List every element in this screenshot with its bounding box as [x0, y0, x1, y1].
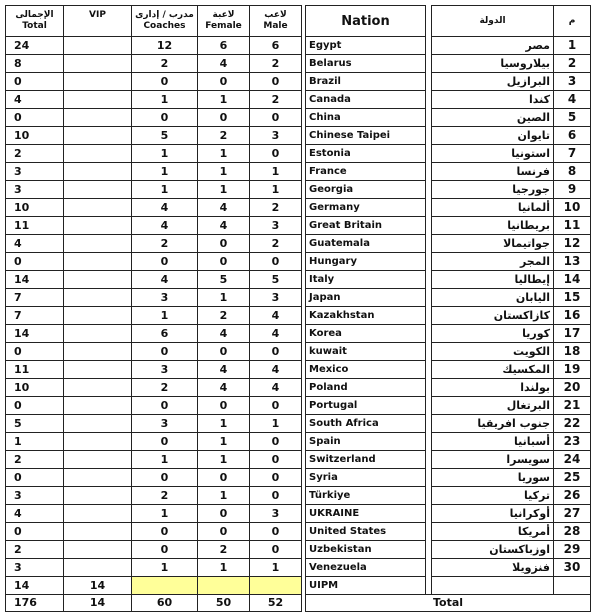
male-cell: 3: [250, 127, 302, 145]
coaches-cell: 0: [132, 433, 198, 451]
female-cell: 5: [198, 271, 250, 289]
female-cell: 4: [198, 379, 250, 397]
nation-cell: UKRAINE: [306, 505, 426, 523]
row-index-cell: 26: [554, 487, 591, 505]
vip-cell: [64, 433, 132, 451]
participants-sheet: [5, 5, 590, 609]
row-index-cell: 1: [554, 37, 591, 55]
table-row: [6, 397, 591, 415]
header-row: [6, 6, 591, 37]
row-index-cell: 5: [554, 109, 591, 127]
total-cell: 0: [6, 73, 64, 91]
total-cell: 7: [6, 289, 64, 307]
female-cell: 0: [198, 505, 250, 523]
uipm-vip: 14: [64, 577, 132, 595]
total-cell: 4: [6, 91, 64, 109]
table-row: [6, 505, 591, 523]
nation-cell: Kazakhstan: [306, 307, 426, 325]
vip-cell: [64, 379, 132, 397]
table-row: [6, 451, 591, 469]
coaches-cell: 1: [132, 163, 198, 181]
total-cell: 14: [6, 271, 64, 289]
row-index-cell: 2: [554, 55, 591, 73]
male-cell: 0: [250, 145, 302, 163]
coaches-cell: 1: [132, 505, 198, 523]
total-male: 52: [250, 595, 302, 612]
uipm-coaches-highlight: [132, 577, 198, 595]
row-index-cell: 27: [554, 505, 591, 523]
female-cell: 1: [198, 433, 250, 451]
vip-cell: [64, 163, 132, 181]
row-index-cell: 6: [554, 127, 591, 145]
participants-table: [5, 5, 591, 612]
male-cell: 1: [250, 415, 302, 433]
nation-cell: Mexico: [306, 361, 426, 379]
arabic-name-cell: فرنسا: [432, 163, 554, 181]
arabic-name-cell: ألمانيا: [432, 199, 554, 217]
arabic-name-cell: كازاكستان: [432, 307, 554, 325]
table-row: [6, 163, 591, 181]
table-row: [6, 415, 591, 433]
total-coaches: 60: [132, 595, 198, 612]
vip-cell: [64, 181, 132, 199]
coaches-cell: 12: [132, 37, 198, 55]
table-row: [6, 325, 591, 343]
female-cell: 4: [198, 361, 250, 379]
coaches-cell: 5: [132, 127, 198, 145]
coaches-cell: 4: [132, 199, 198, 217]
arabic-name-cell: الصين: [432, 109, 554, 127]
female-cell: 2: [198, 127, 250, 145]
arabic-name-cell: أمريكا: [432, 523, 554, 541]
female-cell: 1: [198, 289, 250, 307]
row-index-cell: 8: [554, 163, 591, 181]
vip-cell: [64, 145, 132, 163]
coaches-cell: 1: [132, 145, 198, 163]
table-row: [6, 559, 591, 577]
row-index-cell: 23: [554, 433, 591, 451]
male-cell: 2: [250, 199, 302, 217]
nation-cell: Brazil: [306, 73, 426, 91]
nation-cell: Italy: [306, 271, 426, 289]
male-cell: 0: [250, 451, 302, 469]
male-cell: 3: [250, 289, 302, 307]
male-cell: 5: [250, 271, 302, 289]
nation-cell: Türkiye: [306, 487, 426, 505]
female-cell: 2: [198, 541, 250, 559]
total-cell: 7: [6, 307, 64, 325]
male-cell: 0: [250, 109, 302, 127]
male-cell: 1: [250, 559, 302, 577]
nation-cell: kuwait: [306, 343, 426, 361]
row-index-cell: 17: [554, 325, 591, 343]
female-cell: 0: [198, 109, 250, 127]
coaches-cell: 0: [132, 253, 198, 271]
coaches-header: مدرب / إدارى Coaches: [132, 6, 198, 37]
row-index-cell: 19: [554, 361, 591, 379]
arabic-name-cell: الكويت: [432, 343, 554, 361]
arabic-name-cell: كوريا: [432, 325, 554, 343]
vip-cell: [64, 361, 132, 379]
female-cell: 1: [198, 145, 250, 163]
table-row: [6, 289, 591, 307]
arabic-name-cell: مصر: [432, 37, 554, 55]
table-row: [6, 253, 591, 271]
uipm-row: [6, 577, 591, 595]
male-header: لاعب Male: [250, 6, 302, 37]
row-index-cell: 4: [554, 91, 591, 109]
row-index-cell: 20: [554, 379, 591, 397]
arabic-name-cell: جنوب افريقيا: [432, 415, 554, 433]
index-header: م: [554, 6, 591, 37]
total-cell: 3: [6, 163, 64, 181]
row-index-cell: 15: [554, 289, 591, 307]
male-cell: 2: [250, 91, 302, 109]
arabic-name-cell: البرازيل: [432, 73, 554, 91]
nation-cell: Japan: [306, 289, 426, 307]
coaches-cell: 3: [132, 361, 198, 379]
table-row: [6, 469, 591, 487]
vip-cell: [64, 343, 132, 361]
uipm-index-empty: [554, 577, 591, 595]
vip-cell: [64, 523, 132, 541]
total-cell: 3: [6, 559, 64, 577]
coaches-cell: 3: [132, 289, 198, 307]
coaches-cell: 2: [132, 55, 198, 73]
total-cell: 0: [6, 397, 64, 415]
female-cell: 0: [198, 469, 250, 487]
uipm-male-highlight: [250, 577, 302, 595]
nation-cell: China: [306, 109, 426, 127]
row-index-cell: 18: [554, 343, 591, 361]
total-cell: 2: [6, 541, 64, 559]
male-cell: 4: [250, 361, 302, 379]
arabic-name-cell: بريطانيا: [432, 217, 554, 235]
row-index-cell: 29: [554, 541, 591, 559]
coaches-cell: 1: [132, 451, 198, 469]
coaches-cell: 0: [132, 343, 198, 361]
coaches-cell: 2: [132, 379, 198, 397]
male-cell: 6: [250, 37, 302, 55]
male-cell: 1: [250, 181, 302, 199]
male-cell: 0: [250, 469, 302, 487]
female-cell: 1: [198, 91, 250, 109]
total-cell: 1: [6, 433, 64, 451]
male-cell: 0: [250, 433, 302, 451]
coaches-cell: 0: [132, 397, 198, 415]
coaches-cell: 0: [132, 469, 198, 487]
uipm-nation: UIPM: [306, 577, 426, 595]
nation-cell: Great Britain: [306, 217, 426, 235]
nation-cell: Spain: [306, 433, 426, 451]
female-cell: 2: [198, 307, 250, 325]
table-body: [6, 37, 591, 577]
vip-cell: [64, 37, 132, 55]
coaches-cell: 0: [132, 523, 198, 541]
vip-header: VIP: [64, 6, 132, 37]
total-vip: 14: [64, 595, 132, 612]
nation-cell: Germany: [306, 199, 426, 217]
total-cell: 24: [6, 37, 64, 55]
nation-cell: United States: [306, 523, 426, 541]
row-index-cell: 25: [554, 469, 591, 487]
female-cell: 4: [198, 217, 250, 235]
row-index-cell: 30: [554, 559, 591, 577]
table-row: [6, 235, 591, 253]
male-cell: 3: [250, 505, 302, 523]
female-cell: 4: [198, 325, 250, 343]
female-cell: 1: [198, 487, 250, 505]
nation-cell: Korea: [306, 325, 426, 343]
uipm-arabic-empty: [432, 577, 554, 595]
total-cell: 11: [6, 361, 64, 379]
vip-cell: [64, 505, 132, 523]
male-cell: 0: [250, 487, 302, 505]
table-row: [6, 91, 591, 109]
female-cell: 1: [198, 163, 250, 181]
female-cell: 6: [198, 37, 250, 55]
row-index-cell: 9: [554, 181, 591, 199]
total-cell: 3: [6, 181, 64, 199]
vip-cell: [64, 307, 132, 325]
table-row: [6, 37, 591, 55]
arabic-name-cell: اوزباكستان: [432, 541, 554, 559]
table-row: [6, 271, 591, 289]
row-index-cell: 14: [554, 271, 591, 289]
total-cell: 4: [6, 235, 64, 253]
nation-cell: Georgia: [306, 181, 426, 199]
total-cell: 10: [6, 199, 64, 217]
vip-cell: [64, 289, 132, 307]
table-row: [6, 541, 591, 559]
total-cell: 10: [6, 127, 64, 145]
vip-cell: [64, 109, 132, 127]
vip-cell: [64, 73, 132, 91]
vip-cell: [64, 559, 132, 577]
arabic-name-cell: سوريا: [432, 469, 554, 487]
nation-cell: Canada: [306, 91, 426, 109]
vip-cell: [64, 487, 132, 505]
female-cell: 4: [198, 199, 250, 217]
arabic-name-cell: المكسيك: [432, 361, 554, 379]
nation-header: Nation: [306, 6, 426, 37]
male-cell: 3: [250, 217, 302, 235]
arabic-name-cell: إيطاليا: [432, 271, 554, 289]
total-cell: 2: [6, 451, 64, 469]
nation-cell: Switzerland: [306, 451, 426, 469]
male-cell: 0: [250, 253, 302, 271]
grand-total: 176: [6, 595, 64, 612]
total-cell: 0: [6, 469, 64, 487]
coaches-cell: 3: [132, 415, 198, 433]
nation-cell: Syria: [306, 469, 426, 487]
arabic-name-cell: البرتغال: [432, 397, 554, 415]
nation-cell: Guatemala: [306, 235, 426, 253]
nation-cell: South Africa: [306, 415, 426, 433]
table-row: [6, 343, 591, 361]
uipm-total: 14: [6, 577, 64, 595]
arabic-name-cell: جواتيمالا: [432, 235, 554, 253]
vip-cell: [64, 127, 132, 145]
arabic-name-cell: تركيا: [432, 487, 554, 505]
vip-cell: [64, 217, 132, 235]
vip-cell: [64, 397, 132, 415]
male-cell: 0: [250, 73, 302, 91]
uipm-female-highlight: [198, 577, 250, 595]
nation-cell: Chinese Taipei: [306, 127, 426, 145]
row-index-cell: 22: [554, 415, 591, 433]
row-index-cell: 12: [554, 235, 591, 253]
coaches-cell: 1: [132, 91, 198, 109]
female-cell: 0: [198, 253, 250, 271]
coaches-cell: 2: [132, 487, 198, 505]
total-cell: 14: [6, 325, 64, 343]
female-cell: 0: [198, 343, 250, 361]
row-index-cell: 28: [554, 523, 591, 541]
row-index-cell: 3: [554, 73, 591, 91]
nation-cell: Belarus: [306, 55, 426, 73]
coaches-cell: 0: [132, 73, 198, 91]
male-cell: 1: [250, 163, 302, 181]
female-header: لاعبة Female: [198, 6, 250, 37]
arabic-name-cell: أسبانيا: [432, 433, 554, 451]
table-row: [6, 181, 591, 199]
total-label: Total: [306, 595, 591, 612]
row-index-cell: 16: [554, 307, 591, 325]
total-cell: 8: [6, 55, 64, 73]
table-row: [6, 307, 591, 325]
vip-cell: [64, 325, 132, 343]
row-index-cell: 7: [554, 145, 591, 163]
nation-cell: Venezuela: [306, 559, 426, 577]
female-cell: 0: [198, 523, 250, 541]
arabic-name-cell: بيلاروسيا: [432, 55, 554, 73]
summary-body: [6, 577, 591, 612]
total-cell: 0: [6, 109, 64, 127]
female-cell: 1: [198, 181, 250, 199]
total-cell: 5: [6, 415, 64, 433]
male-cell: 2: [250, 235, 302, 253]
nation-cell: Hungary: [306, 253, 426, 271]
female-cell: 1: [198, 415, 250, 433]
coaches-cell: 1: [132, 307, 198, 325]
total-cell: 10: [6, 379, 64, 397]
vip-cell: [64, 91, 132, 109]
coaches-cell: 2: [132, 235, 198, 253]
table-row: [6, 109, 591, 127]
female-cell: 1: [198, 559, 250, 577]
total-row: [6, 595, 591, 612]
vip-cell: [64, 199, 132, 217]
total-cell: 0: [6, 523, 64, 541]
table-row: [6, 199, 591, 217]
total-cell: 11: [6, 217, 64, 235]
total-cell: 4: [6, 505, 64, 523]
nation-cell: Uzbekistan: [306, 541, 426, 559]
table-row: [6, 523, 591, 541]
arabic-name-cell: بولندا: [432, 379, 554, 397]
table-row: [6, 127, 591, 145]
male-cell: 0: [250, 541, 302, 559]
female-cell: 4: [198, 55, 250, 73]
female-cell: 0: [198, 397, 250, 415]
nation-cell: Estonia: [306, 145, 426, 163]
vip-cell: [64, 451, 132, 469]
table-row: [6, 145, 591, 163]
vip-cell: [64, 541, 132, 559]
nation-cell: Portugal: [306, 397, 426, 415]
nation-cell: Poland: [306, 379, 426, 397]
total-female: 50: [198, 595, 250, 612]
male-cell: 4: [250, 325, 302, 343]
table-row: [6, 487, 591, 505]
nation-cell: Egypt: [306, 37, 426, 55]
table-row: [6, 379, 591, 397]
total-cell: 2: [6, 145, 64, 163]
arabic-name-cell: المجر: [432, 253, 554, 271]
nation-cell: France: [306, 163, 426, 181]
vip-cell: [64, 55, 132, 73]
table-row: [6, 433, 591, 451]
arabic-name-cell: اليابان: [432, 289, 554, 307]
male-cell: 0: [250, 343, 302, 361]
row-index-cell: 21: [554, 397, 591, 415]
coaches-cell: 4: [132, 271, 198, 289]
total-cell: 3: [6, 487, 64, 505]
vip-cell: [64, 415, 132, 433]
arabic-name-cell: سويسرا: [432, 451, 554, 469]
row-index-cell: 10: [554, 199, 591, 217]
total-cell: 0: [6, 253, 64, 271]
male-cell: 0: [250, 523, 302, 541]
table-row: [6, 361, 591, 379]
coaches-cell: 6: [132, 325, 198, 343]
male-cell: 2: [250, 55, 302, 73]
arabic-name-cell: تايوان: [432, 127, 554, 145]
arabic-name-cell: استونيا: [432, 145, 554, 163]
vip-cell: [64, 271, 132, 289]
female-cell: 1: [198, 451, 250, 469]
table-row: [6, 73, 591, 91]
male-cell: 4: [250, 379, 302, 397]
row-index-cell: 13: [554, 253, 591, 271]
arabic-name-cell: أوكرانيا: [432, 505, 554, 523]
vip-cell: [64, 469, 132, 487]
coaches-cell: 1: [132, 181, 198, 199]
female-cell: 0: [198, 235, 250, 253]
male-cell: 4: [250, 307, 302, 325]
coaches-cell: 4: [132, 217, 198, 235]
coaches-cell: 0: [132, 109, 198, 127]
coaches-cell: 1: [132, 559, 198, 577]
table-row: [6, 55, 591, 73]
total-cell: 0: [6, 343, 64, 361]
female-cell: 0: [198, 73, 250, 91]
country-ar-header: الدولة: [432, 6, 554, 37]
arabic-name-cell: فنزويلا: [432, 559, 554, 577]
arabic-name-cell: كندا: [432, 91, 554, 109]
total-header: الإجمالى Total: [6, 6, 64, 37]
row-index-cell: 11: [554, 217, 591, 235]
male-cell: 0: [250, 397, 302, 415]
coaches-cell: 0: [132, 541, 198, 559]
vip-cell: [64, 253, 132, 271]
vip-cell: [64, 235, 132, 253]
row-index-cell: 24: [554, 451, 591, 469]
arabic-name-cell: جورجيا: [432, 181, 554, 199]
table-row: [6, 217, 591, 235]
